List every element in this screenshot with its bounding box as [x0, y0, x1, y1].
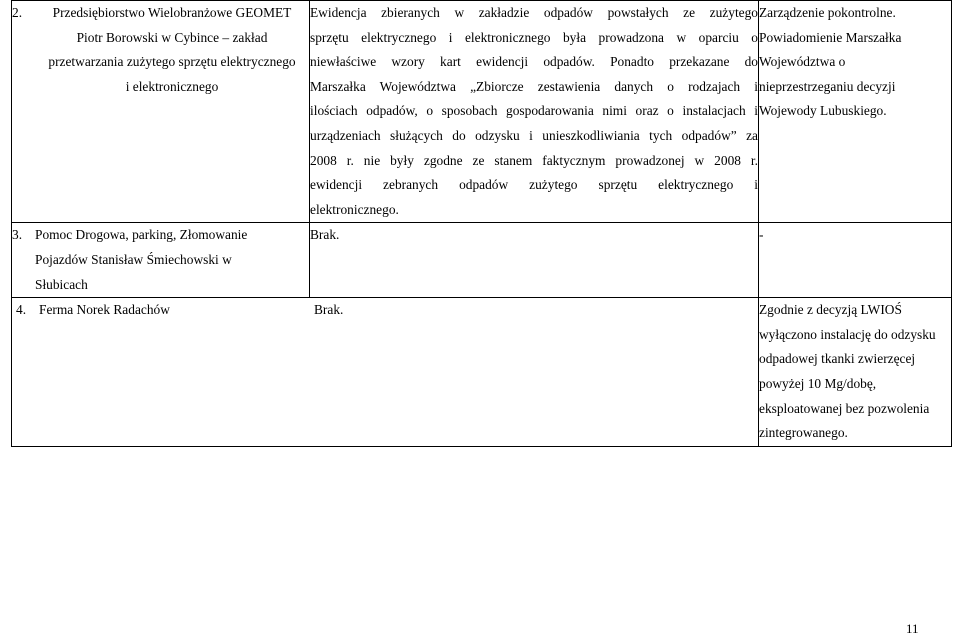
findings-line: sprzętu elektrycznego i elektronicznego była prowadzona w oparciu o — [310, 29, 758, 45]
findings-text: Brak. — [310, 227, 340, 243]
facility-name: Ferma Norek Radachów — [39, 302, 170, 318]
facility-name-line: Pojazdów Stanisław Śmiechowski w — [35, 251, 232, 267]
row-number: 3. — [12, 227, 23, 243]
findings-line: ilościach odpadów, o sposobach gospodarowania nimi oraz o instalacjach i — [310, 103, 758, 119]
actions-text: - — [759, 227, 764, 243]
facility-cell — [12, 1, 310, 223]
findings-line: 2008 r. nie były zgodne ze stanem faktycznym prowadzonej w 2008 r. — [310, 152, 758, 168]
page-number: 11 — [906, 621, 919, 636]
actions-cell — [759, 298, 952, 447]
actions-line: Zarządzenie pokontrolne. — [759, 5, 896, 20]
actions-line: Wojewody Lubuskiego. — [759, 103, 887, 119]
row-number: 2. — [12, 5, 23, 20]
facility-name-line: Przedsiębiorstwo Wielobranżowe GEOMET — [52, 5, 292, 20]
findings-line: Marszałka Województwa „Zbiorcze zestawienia danych o rodzajach i — [310, 78, 758, 94]
actions-line: Województwa o — [759, 54, 846, 70]
table-row — [12, 1, 952, 223]
actions-line: wyłączono instalację do odzysku — [759, 326, 936, 342]
facility-findings-cell — [12, 298, 759, 447]
actions-line: Zgodnie z decyzją LWIOŚ — [759, 302, 902, 318]
findings-text: Brak. — [314, 302, 344, 318]
actions-line: eksploatowanej bez pozwolenia — [759, 400, 930, 416]
findings-cell — [310, 1, 759, 223]
row-number: 4. — [16, 302, 27, 318]
findings-line: elektronicznego. — [310, 201, 399, 217]
findings-line: ewidencji zebranych odpadów zużytego sprzętu elektrycznego i — [310, 177, 758, 193]
facility-name-line: Pomoc Drogowa, parking, Złomowanie — [35, 227, 248, 243]
actions-line: odpadowej tkanki zwierzęcej — [759, 351, 916, 367]
findings-line: niewłaściwe wzory kart ewidencji odpadów. Ponadto przekazane do — [310, 54, 758, 70]
facility-name-line: Słubicach — [35, 276, 88, 292]
facility-name-line: Piotr Borowski w Cybince – zakład — [76, 29, 268, 45]
actions-line: nieprzestrzeganiu decyzji — [759, 78, 896, 94]
facility-name-line: i elektronicznego — [125, 78, 219, 94]
actions-line: powyżej 10 Mg/dobę, — [759, 375, 877, 391]
facility-name-line: przetwarzania zużytego sprzętu elektrycznego — [48, 54, 296, 70]
table-row — [12, 298, 952, 447]
actions-line: Powiadomienie Marszałka — [759, 29, 902, 45]
findings-line: Ewidencja zbieranych w zakładzie odpadów powstałych ze zużytego — [310, 5, 758, 20]
actions-cell — [759, 223, 952, 298]
table-row — [12, 223, 952, 298]
actions-cell — [759, 1, 952, 223]
findings-line: urządzeniach służących do odzysku i unieszkodliwiania tych odpadów” za — [310, 127, 758, 143]
inspection-table — [11, 0, 952, 447]
actions-line: zintegrowanego. — [759, 425, 848, 441]
findings-cell — [310, 223, 759, 298]
facility-cell — [12, 223, 310, 298]
